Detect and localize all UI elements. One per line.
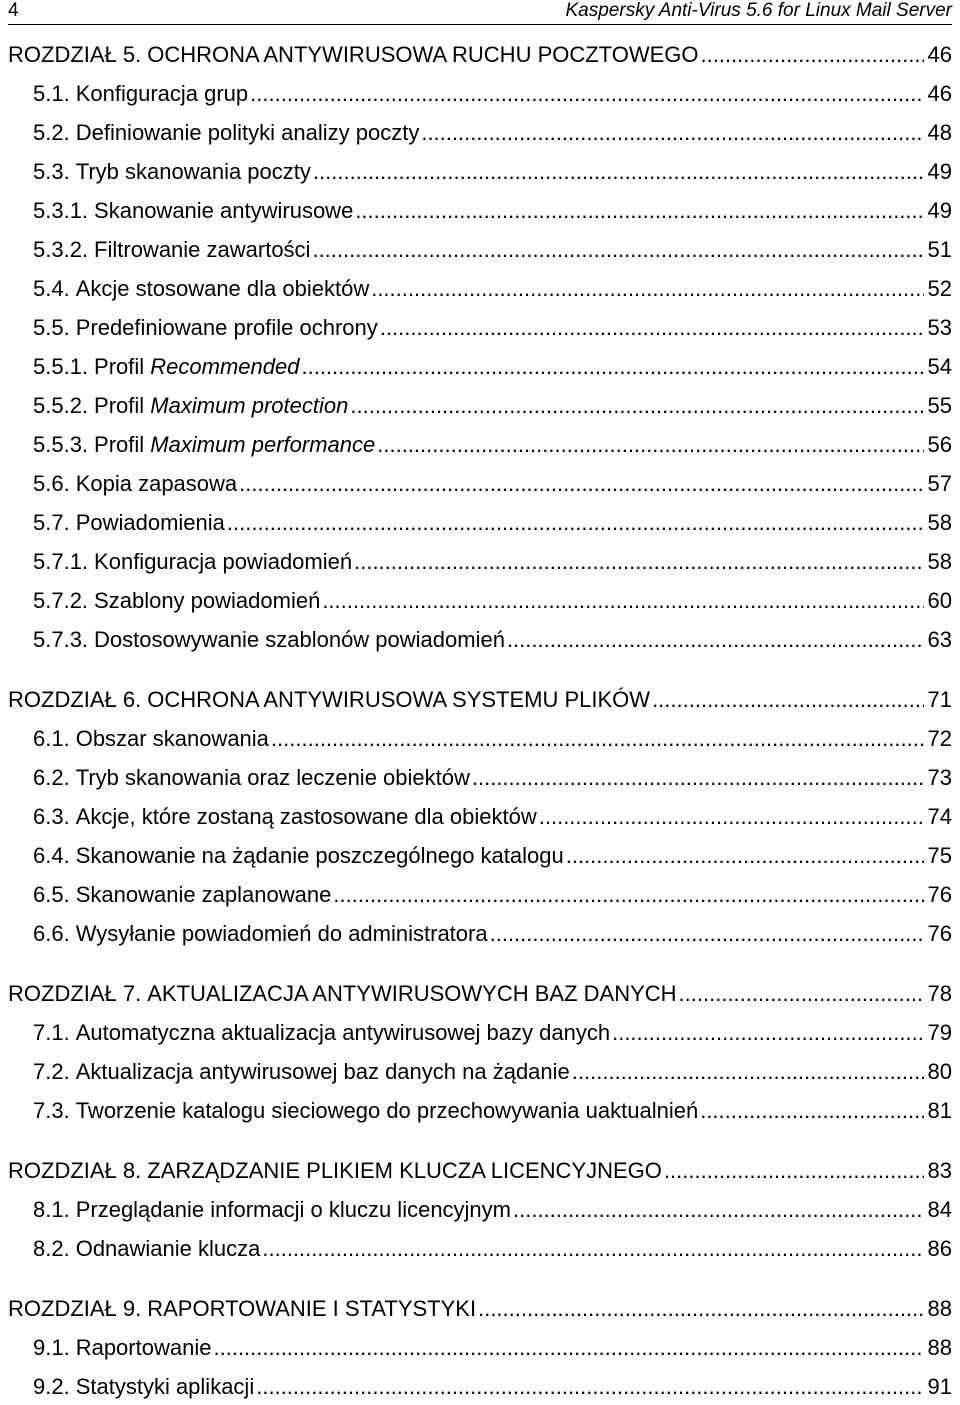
dot-leader: [377, 427, 923, 463]
toc-entry-title: [76, 1330, 212, 1366]
dot-leader: [256, 1369, 923, 1405]
dot-leader: [612, 1015, 923, 1051]
toc-entry-title-text: Filtrowanie zawartości: [94, 237, 311, 262]
toc-entry-number: 5.5.3.: [33, 432, 89, 457]
toc-entry-number: 5.4.: [33, 276, 70, 301]
toc-entry-title-text: Skanowanie antywirusowe: [94, 198, 354, 223]
dot-leader: [539, 799, 924, 835]
toc-entry-title-text: Powiadomienia: [75, 510, 225, 535]
toc-entry[interactable]: [8, 271, 952, 307]
dot-leader: [507, 622, 924, 658]
toc-entry-page: 58: [927, 549, 952, 574]
toc-entry-title-text: ZARZĄDZANIE PLIKIEM KLUCZA LICENCYJNEGO: [147, 1158, 662, 1183]
dot-leader: [262, 1231, 923, 1267]
toc-entry-title: [94, 193, 353, 229]
toc-entry-title-text: Akcje, które zostaną zastosowane dla obiektów: [75, 804, 537, 829]
toc-entry-title: [94, 232, 310, 268]
toc-entry-title-text: Konfiguracja powiadomień: [94, 549, 353, 574]
toc-entry-page: 46: [927, 42, 952, 67]
toc-entry-page: 51: [927, 237, 952, 262]
dot-leader: [313, 154, 924, 190]
toc-entry[interactable]: [8, 349, 952, 385]
dot-leader: [472, 760, 924, 796]
toc-entry-title-italic: Recommended: [150, 354, 300, 379]
dot-leader: [513, 1192, 924, 1228]
dot-leader: [350, 388, 923, 424]
toc-entry-title-text: Predefiniowane profile ochrony: [75, 315, 378, 340]
toc-entry[interactable]: [8, 916, 952, 952]
toc-entry-number: 8.1.: [33, 1197, 70, 1222]
toc-entry-page: 76: [927, 921, 952, 946]
toc-entry-number: ROZDZIAŁ 5.: [8, 42, 142, 67]
toc-entry-number: ROZDZIAŁ 7.: [8, 981, 142, 1006]
toc-entry[interactable]: [8, 76, 952, 112]
toc-entry[interactable]: [8, 310, 952, 346]
toc-entry-title-text: Akcje stosowane dla obiektów: [75, 276, 370, 301]
toc-entry[interactable]: [8, 1369, 952, 1405]
toc-entry-title: [76, 271, 370, 307]
toc-entry[interactable]: [8, 544, 952, 580]
toc-entry[interactable]: [8, 1153, 952, 1189]
dot-leader: [227, 505, 924, 541]
dot-leader: [213, 1330, 923, 1366]
toc-entry-number: 6.2.: [33, 765, 70, 790]
toc-entry-number: 6.1.: [33, 726, 70, 751]
dot-leader: [478, 1291, 923, 1327]
toc-entry-page: 80: [927, 1059, 952, 1084]
toc-entry-page: 76: [927, 882, 952, 907]
toc-entry-title: [94, 583, 320, 619]
toc-entry-number: ROZDZIAŁ 6.: [8, 687, 142, 712]
toc-entry-title: [76, 799, 537, 835]
toc-entry[interactable]: [8, 622, 952, 658]
page-header: [8, 0, 952, 25]
toc-entry[interactable]: [8, 682, 952, 718]
toc-entry-number: ROZDZIAŁ 8.: [8, 1158, 142, 1183]
toc-entry-number: 7.2.: [33, 1059, 70, 1084]
toc-entry-title: [76, 1369, 255, 1405]
toc-entry-title-text: Przeglądanie informacji o kluczu licencyjnym: [75, 1197, 511, 1222]
dot-leader: [355, 193, 923, 229]
toc-entry-title-text: Profil: [94, 432, 151, 457]
toc-entry-number: 5.7.2.: [33, 588, 89, 613]
toc-entry-title-text: Aktualizacja antywirusowej baz danych na żądanie: [75, 1059, 570, 1084]
toc-entry-number: 9.2.: [33, 1374, 70, 1399]
toc-entry-number: 7.1.: [33, 1020, 70, 1045]
toc-entry-number: 5.2.: [33, 120, 70, 145]
toc-entry-page: 83: [927, 1158, 952, 1183]
toc-entry[interactable]: [8, 1054, 952, 1090]
toc-entry-page: 91: [927, 1374, 952, 1399]
dot-leader: [421, 115, 923, 151]
toc-entry-title: [94, 544, 352, 580]
toc-entry-page: 48: [927, 120, 952, 145]
toc-entry[interactable]: [8, 232, 952, 268]
toc-entry-title-text: Obszar skanowania: [75, 726, 269, 751]
toc-entry-number: 5.3.2.: [33, 237, 89, 262]
dot-leader: [572, 1054, 924, 1090]
toc-entry[interactable]: [8, 1291, 952, 1327]
toc-entry-number: 5.7.1.: [33, 549, 89, 574]
toc-entry-title: [147, 976, 676, 1012]
toc-entry-page: 75: [927, 843, 952, 868]
toc-entry-number: 9.1.: [33, 1335, 70, 1360]
toc-entry-title: [76, 115, 420, 151]
toc-entry-number: 5.5.1.: [33, 354, 89, 379]
toc-entry-page: 81: [927, 1098, 952, 1123]
toc-entry-page: 79: [927, 1020, 952, 1045]
toc-entry-page: 46: [927, 81, 952, 106]
toc-entry-number: 5.3.: [33, 159, 70, 184]
dot-leader: [700, 1093, 923, 1129]
toc-entry-title: [76, 721, 269, 757]
toc-entry-title-text: Tryb skanowania oraz leczenie obiektów: [75, 765, 470, 790]
toc-entry-page: 57: [927, 471, 952, 496]
toc-entry-page: 53: [927, 315, 952, 340]
toc-entry-title-text: Profil: [94, 393, 151, 418]
toc-entry-title: [94, 427, 375, 463]
toc-entry-title-italic: Maximum performance: [150, 432, 376, 457]
toc-entry[interactable]: [8, 466, 952, 502]
toc-entry-title-text: Definiowanie polityki analizy poczty: [75, 120, 420, 145]
toc-entry-page: 78: [927, 981, 952, 1006]
toc-entry-title: [94, 388, 348, 424]
toc-entry-number: 5.5.2.: [33, 393, 89, 418]
dot-leader: [333, 877, 923, 913]
toc-entry-title: [76, 1054, 570, 1090]
dot-leader: [271, 721, 924, 757]
toc-entry[interactable]: [8, 1330, 952, 1366]
toc-entry-page: 52: [927, 276, 952, 301]
toc-entry[interactable]: [8, 976, 952, 1012]
toc-entry-page: 86: [927, 1236, 952, 1261]
toc-entry[interactable]: [8, 1231, 952, 1267]
toc-entry-page: 88: [927, 1335, 952, 1360]
toc-entry-title: [94, 349, 299, 385]
dot-leader: [322, 583, 923, 619]
toc-entry-title: [147, 37, 698, 73]
toc-entry-title-text: Dostosowywanie szablonów powiadomień: [94, 627, 505, 652]
toc-entry[interactable]: [8, 1093, 952, 1129]
toc-entry-title: [76, 877, 332, 913]
toc-entry[interactable]: [8, 193, 952, 229]
toc-entry-title-text: Profil: [94, 354, 151, 379]
toc-entry-title-text: Szablony powiadomień: [94, 588, 321, 613]
toc-entry-page: 72: [927, 726, 952, 751]
toc-entry-page: 56: [927, 432, 952, 457]
toc-entry-title-text: Wysyłanie powiadomień do administratora: [75, 921, 488, 946]
toc-entry-page: 73: [927, 765, 952, 790]
toc-entry-page: 60: [927, 588, 952, 613]
toc-entry[interactable]: [8, 760, 952, 796]
toc-entry-title-text: Statystyki aplikacji: [75, 1374, 255, 1399]
dot-leader: [312, 232, 923, 268]
dot-leader: [679, 976, 924, 1012]
toc-entry-number: 6.3.: [33, 804, 70, 829]
toc-entry-title: [76, 310, 378, 346]
toc-entry-title: [76, 760, 470, 796]
toc-entry-page: 88: [927, 1296, 952, 1321]
toc-entry-title: [147, 1291, 476, 1327]
toc-entry[interactable]: [8, 388, 952, 424]
toc-entry-title: [76, 76, 248, 112]
dot-leader: [701, 37, 924, 73]
dot-leader: [490, 916, 924, 952]
toc-entry-title: [147, 682, 650, 718]
toc-entry-title-text: Tworzenie katalogu sieciowego do przechowywania uaktualnień: [75, 1098, 699, 1123]
toc-entry[interactable]: [8, 838, 952, 874]
toc-entry-title: [76, 916, 488, 952]
toc-entry-title: [147, 1153, 662, 1189]
toc-entry-title-text: OCHRONA ANTYWIRUSOWA RUCHU POCZTOWEGO: [147, 42, 699, 67]
toc-entry-page: 55: [927, 393, 952, 418]
toc-entry-title: [76, 154, 311, 190]
toc-entry[interactable]: [8, 1192, 952, 1228]
toc-entry[interactable]: [8, 115, 952, 151]
page-number: 4: [8, 0, 19, 21]
dot-leader: [380, 310, 924, 346]
toc-entry-title: [76, 1231, 261, 1267]
toc-entry[interactable]: [8, 154, 952, 190]
toc-entry-number: 5.7.3.: [33, 627, 89, 652]
toc-entry-number: ROZDZIAŁ 9.: [8, 1296, 142, 1321]
toc-entry-number: 8.2.: [33, 1236, 70, 1261]
toc-entry-page: 74: [927, 804, 952, 829]
toc-entry-title-text: Konfiguracja grup: [75, 81, 249, 106]
toc-entry-number: 7.3.: [33, 1098, 70, 1123]
toc-entry-number: 6.6.: [33, 921, 70, 946]
toc-entry[interactable]: [8, 721, 952, 757]
toc-entry-page: 63: [927, 627, 952, 652]
toc-entry-title-text: Skanowanie zaplanowane: [75, 882, 332, 907]
toc-entry-title: [76, 838, 564, 874]
toc-entry-page: 58: [927, 510, 952, 535]
toc-entry[interactable]: [8, 427, 952, 463]
toc-entry-title: [76, 505, 225, 541]
dot-leader: [301, 349, 923, 385]
toc-entry-title-text: AKTUALIZACJA ANTYWIRUSOWYCH BAZ DANYCH: [147, 981, 677, 1006]
toc-entry-number: 5.3.1.: [33, 198, 89, 223]
toc-entry-title-text: OCHRONA ANTYWIRUSOWA SYSTEMU PLIKÓW: [147, 687, 651, 712]
toc-entry-page: 54: [927, 354, 952, 379]
toc-entry-number: 5.5.: [33, 315, 70, 340]
toc-entry-title-text: Automatyczna aktualizacja antywirusowej bazy danych: [75, 1020, 611, 1045]
toc-entry-title: [76, 1015, 610, 1051]
dot-leader: [354, 544, 923, 580]
toc-entry-number: 5.1.: [33, 81, 70, 106]
dot-leader: [250, 76, 923, 112]
toc-entry-title-text: RAPORTOWANIE I STATYSTYKI: [147, 1296, 477, 1321]
toc-entry-page: 71: [927, 687, 952, 712]
dot-leader: [239, 466, 923, 502]
toc-entry-number: 6.4.: [33, 843, 70, 868]
running-title: Kaspersky Anti-Virus 5.6 for Linux Mail Server: [565, 0, 952, 21]
toc-entry-title-text: Skanowanie na żądanie poszczególnego katalogu: [75, 843, 564, 868]
toc-entry-title-italic: Maximum protection: [150, 393, 349, 418]
toc-entry-title-text: Raportowanie: [75, 1335, 212, 1360]
dot-leader: [664, 1153, 924, 1189]
dot-leader: [371, 271, 923, 307]
toc-entry-page: 84: [927, 1197, 952, 1222]
toc-entry-page: 49: [927, 198, 952, 223]
toc-entry-title: [76, 1192, 511, 1228]
toc-entry-number: 6.5.: [33, 882, 70, 907]
toc-entry-number: 5.7.: [33, 510, 70, 535]
dot-leader: [566, 838, 924, 874]
toc-entry-number: 5.6.: [33, 471, 70, 496]
dot-leader: [652, 682, 923, 718]
toc-entry[interactable]: [8, 505, 952, 541]
toc-entry[interactable]: [8, 877, 952, 913]
toc-entry-title-text: Tryb skanowania poczty: [75, 159, 311, 184]
toc-entry[interactable]: [8, 583, 952, 619]
toc-entry-title: [94, 622, 505, 658]
toc-entry-title: [76, 1093, 699, 1129]
toc-entry[interactable]: [8, 1015, 952, 1051]
toc-entry-page: 49: [927, 159, 952, 184]
toc-entry-title-text: Kopia zapasowa: [75, 471, 238, 496]
toc-entry[interactable]: [8, 37, 952, 73]
toc-entry-title-text: Odnawianie klucza: [75, 1236, 261, 1261]
toc-entry-title: [76, 466, 237, 502]
toc-entry[interactable]: [8, 799, 952, 835]
